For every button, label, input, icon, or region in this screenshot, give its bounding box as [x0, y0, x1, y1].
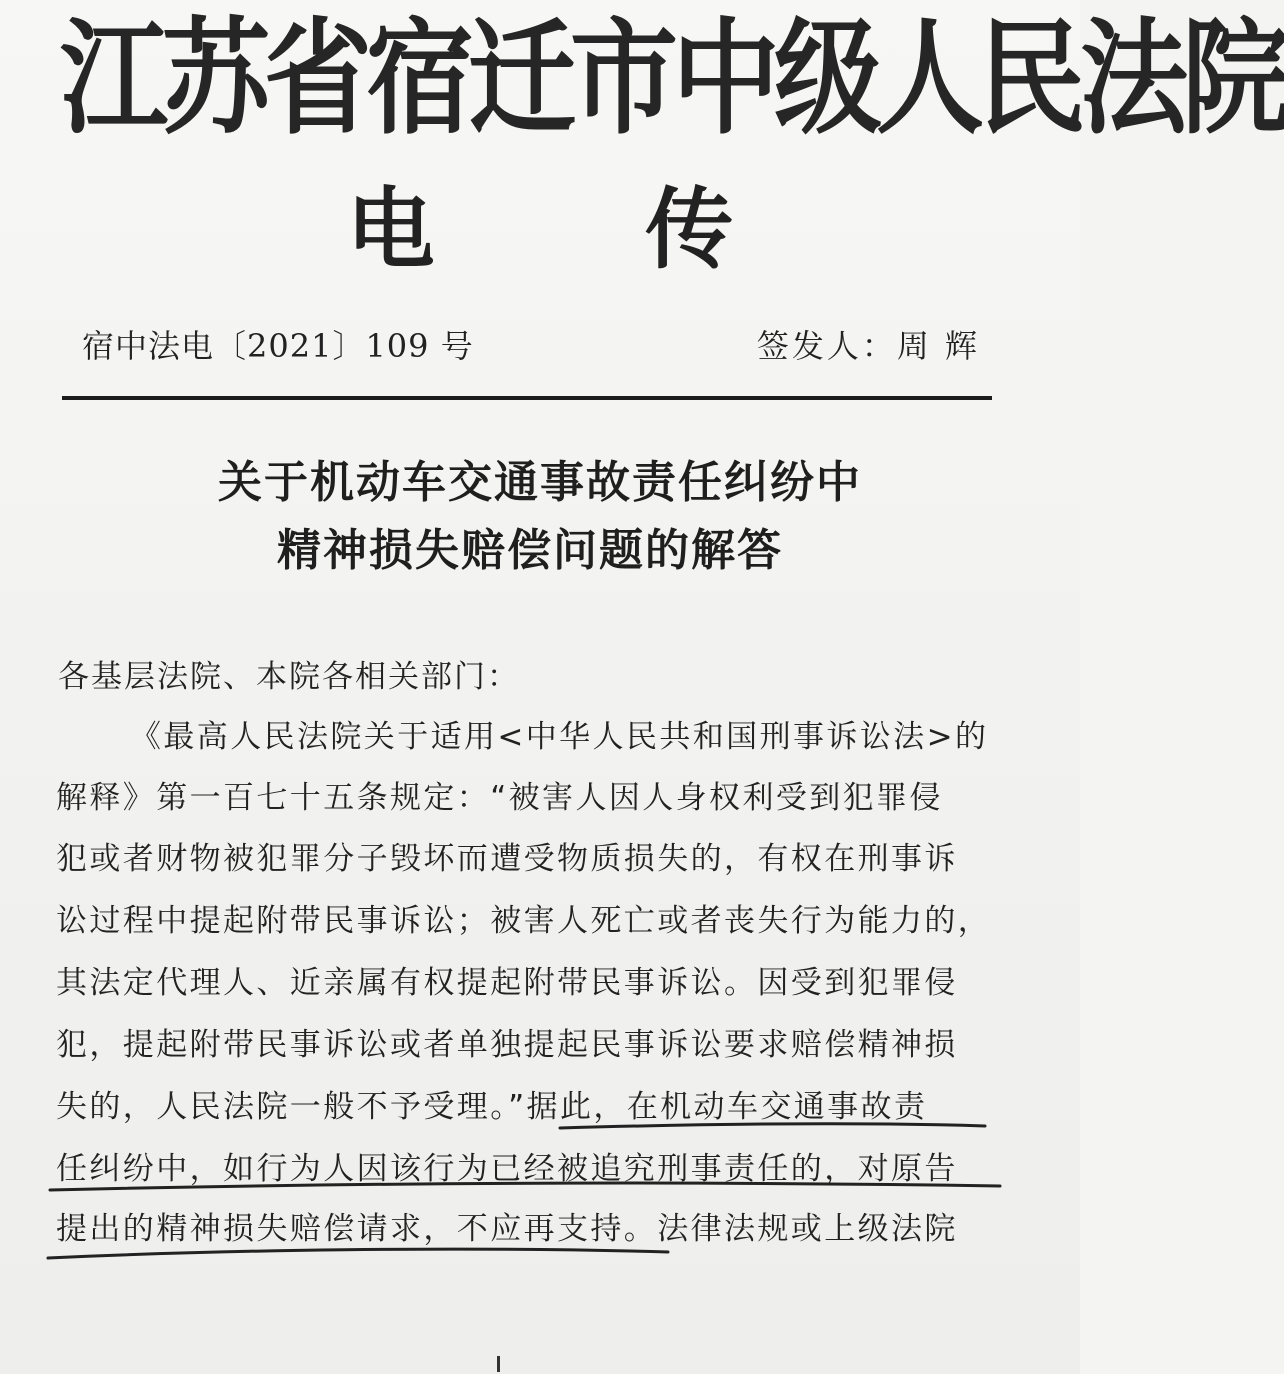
body-line: 犯或者财物被犯罪分子毁坏而遭受物质损失的，有权在刑事诉	[56, 841, 958, 877]
body-line: 犯，提起附带民事诉讼或者单独提起民事诉讼要求赔偿精神损	[56, 1027, 958, 1063]
body-line: 《最高人民法院关于适用<中华人民共和国刑事诉讼法>的	[130, 719, 989, 755]
body-line: 讼过程中提起附带民事诉讼；被害人死亡或者丧失行为能力的，	[56, 903, 992, 939]
court-name-header: 江苏省宿迁市中级人民法院	[60, 7, 1284, 152]
document-title-line-1: 关于机动车交通事故责任纠纷中	[218, 457, 862, 508]
document-type-heading: 电 传	[346, 178, 824, 281]
body-line: 失的，人民法院一般不予受理。”据此，在机动车交通事故责	[56, 1089, 928, 1125]
body-line: 其法定代理人、近亲属有权提起附带民事诉讼。因受到犯罪侵	[56, 965, 958, 1001]
salutation: 各基层法院、本院各相关部门：	[58, 659, 520, 695]
document-title-line-2: 精神损失赔偿问题的解答	[277, 525, 783, 576]
document-number: 宿中法电〔2021〕109 号	[82, 327, 474, 365]
body-line: 提出的精神损失赔偿请求，不应再支持。法律法规或上级法院	[56, 1211, 958, 1247]
header-divider	[62, 396, 992, 400]
body-line: 解释》第一百七十五条规定：“被害人因人身权利受到犯罪侵	[56, 780, 943, 816]
signer-line: 签发人：周 辉	[756, 327, 980, 365]
body-line: 任纠纷中，如行为人因该行为已经被追究刑事责任的，对原告	[56, 1151, 958, 1187]
page-edge-mark	[497, 1356, 500, 1372]
